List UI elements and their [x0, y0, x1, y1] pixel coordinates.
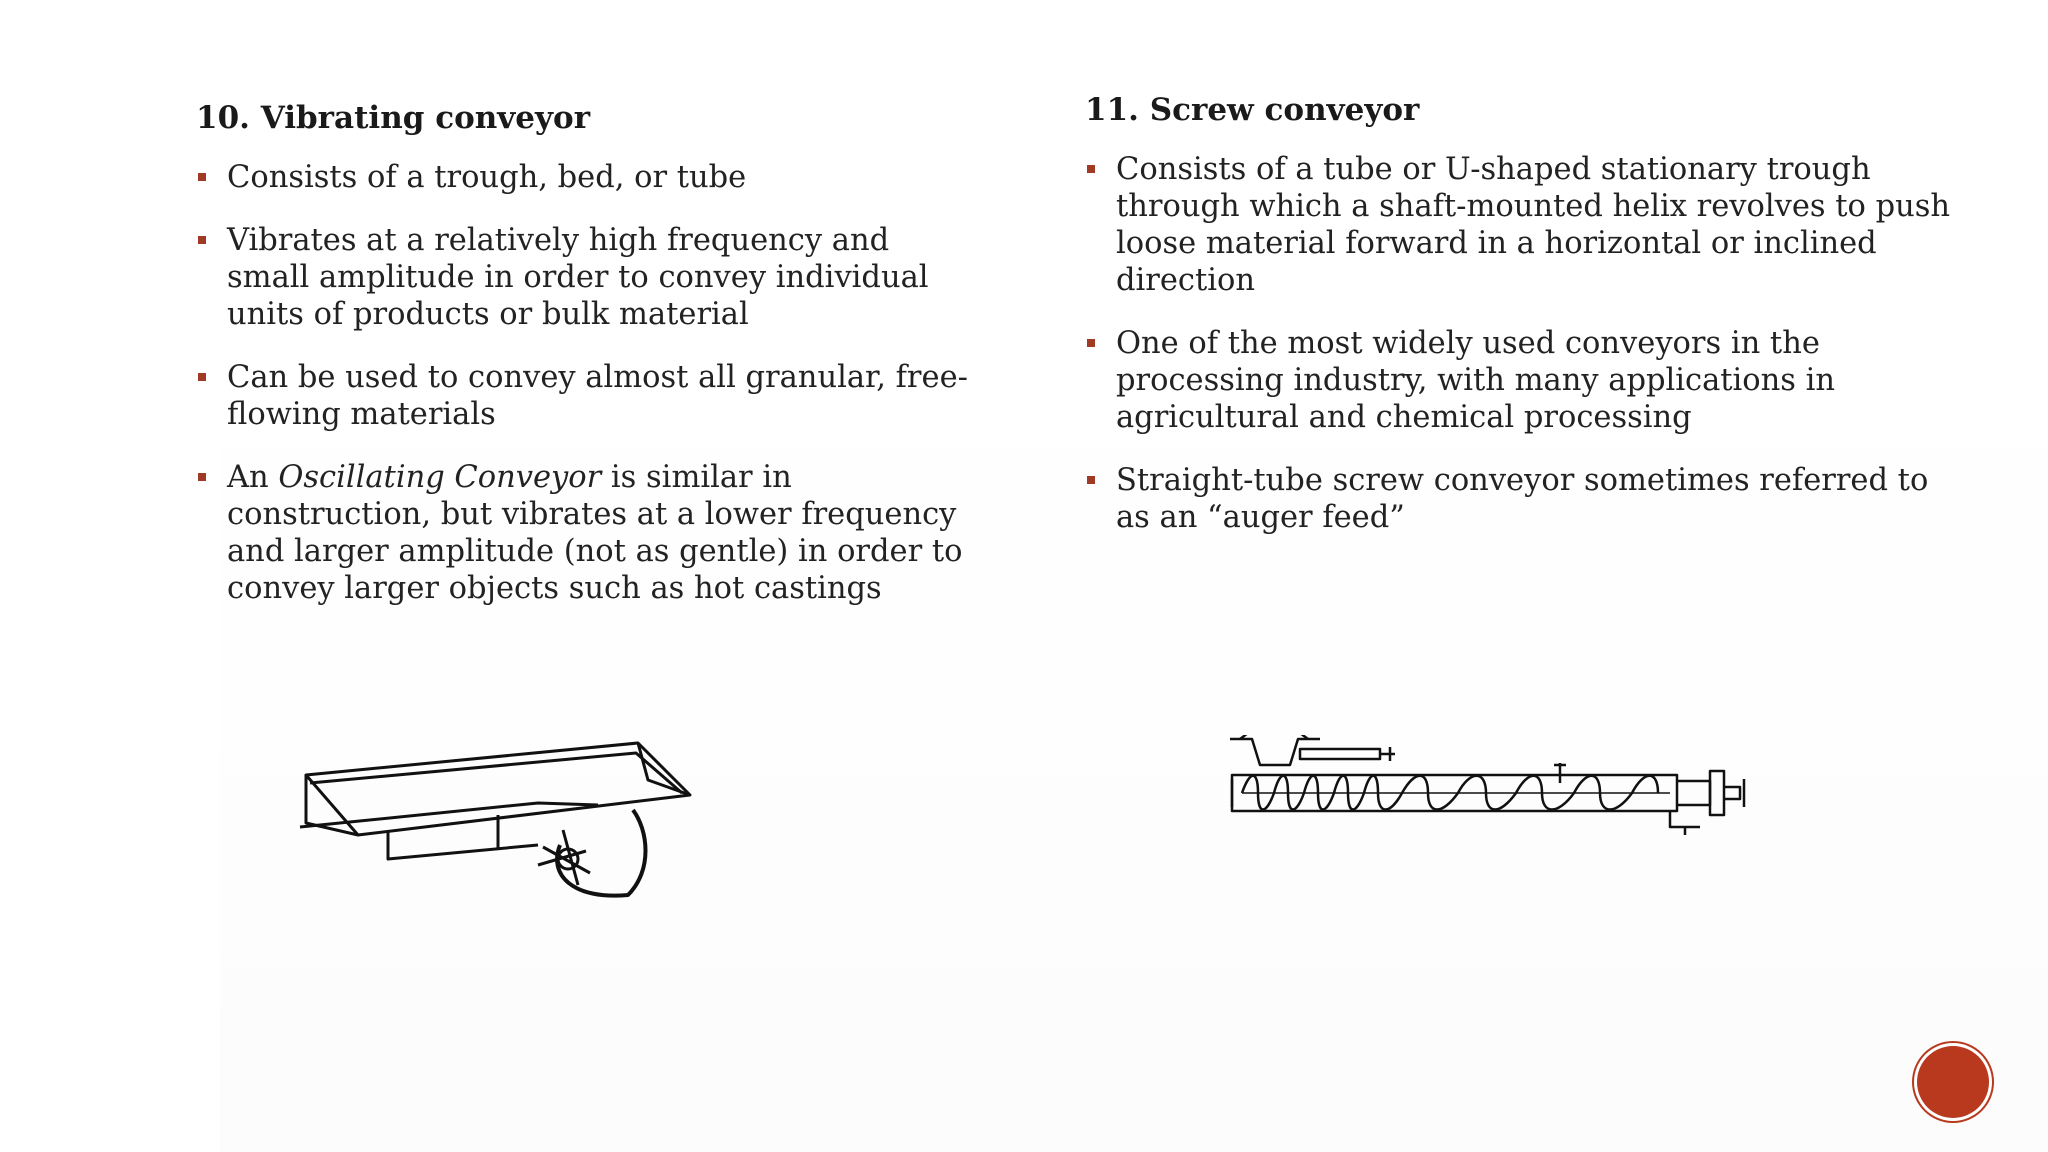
right-column: [1085, 92, 1965, 562]
bullet-item: Vibrates at a relatively high frequency and small amplitude in order to convey individual units of products or bulk material: [196, 222, 976, 333]
left-column: [196, 100, 976, 633]
bullet-item: An Oscillating Conveyor is similar in construction, but vibrates at a lower frequency and larger amplitude (not as gentle) in order to convey larger objects such as hot castings: [196, 459, 976, 607]
vibrating-conveyor-drawing: [298, 735, 698, 905]
oscillating-conveyor-term: Oscillating Conveyor: [278, 460, 602, 496]
bullet-square-icon: [198, 173, 206, 181]
bullet-item: Can be used to convey almost all granular, free-flowing materials: [196, 359, 976, 433]
bullet-item: Straight-tube screw conveyor sometimes referred to as an “auger feed”: [1085, 462, 1965, 536]
bullet-item: One of the most widely used conveyors in the processing industry, with many applications in agricultural and chemical processing: [1085, 325, 1965, 436]
screw-conveyor-drawing: [1230, 735, 1770, 845]
bullet-item: Consists of a trough, bed, or tube: [196, 159, 976, 196]
next-slide-button[interactable]: [1917, 1046, 1989, 1118]
bullet-list-screw: [1085, 151, 1965, 536]
bullet-square-icon: [1087, 339, 1095, 347]
bullet-item: Consists of a tube or U-shaped stationary trough through which a shaft-mounted helix revolves to push loose material forward in a horizontal or inclined direction: [1085, 151, 1965, 299]
bullet-list-vibrating: [196, 159, 976, 607]
section-heading-vibrating: 10. Vibrating conveyor: [196, 100, 591, 136]
section-heading-screw: 11. Screw conveyor: [1085, 92, 1420, 128]
bullet-square-icon: [1087, 165, 1095, 173]
bullet-square-icon: [1087, 476, 1095, 484]
bullet-square-icon: [198, 236, 206, 244]
bullet-square-icon: [198, 473, 206, 481]
bullet-square-icon: [198, 373, 206, 381]
